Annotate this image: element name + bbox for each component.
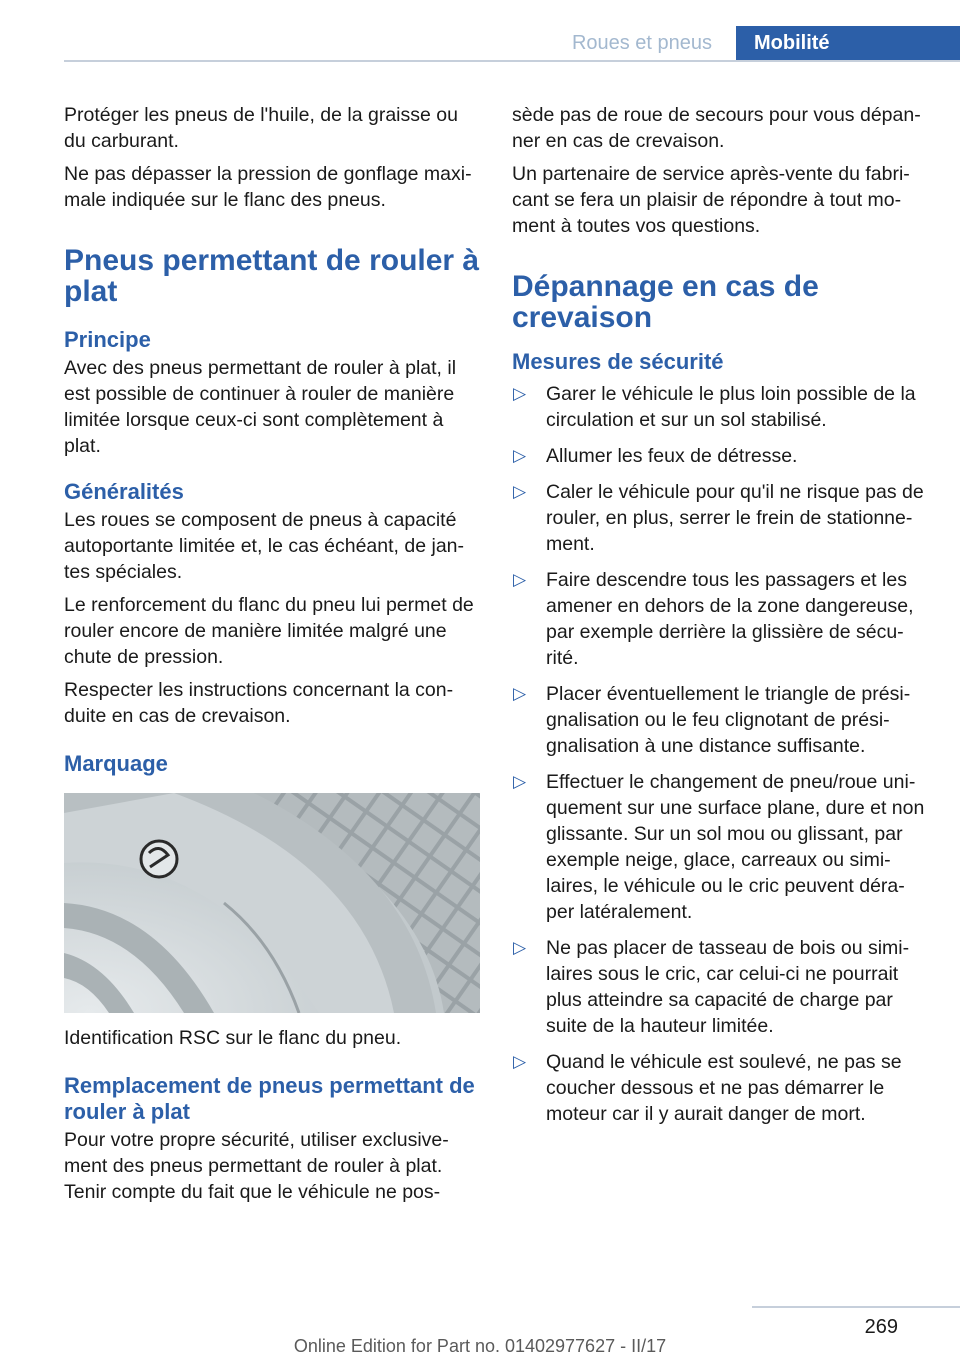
- footer-edition: Online Edition for Part no. 01402977627 - II/17: [293, 1336, 667, 1356]
- heading-mesures: Mesures de sécurité: [512, 349, 724, 374]
- page-number: 269: [864, 1316, 898, 1338]
- figure-caption: Identification RSC sur le flanc du pneu.: [64, 1027, 402, 1049]
- header-section-title: Roues et pneus: [571, 32, 713, 54]
- list-item: ▷ Garer le véhicule le plus loin possible de la circulation et sur un sol stabilisé.: [513, 383, 916, 431]
- header-chapter-tab: Mobilité: [736, 26, 960, 62]
- bullet-triangle-icon: ▷: [513, 772, 527, 791]
- list-item: ▷ Quand le véhicule est soulevé, ne pas se coucher dessous et ne pas démarrer le moteur car il y aurait danger de mort.: [513, 1051, 902, 1125]
- heading-principe: Principe: [64, 327, 151, 352]
- header-rule: [64, 60, 960, 62]
- bullet-triangle-icon: ▷: [513, 384, 527, 403]
- paragraph-gen-3: Respecter les instructions concernant la con‐duite en cas de crevaison.: [64, 679, 454, 727]
- bullet-triangle-icon: ▷: [513, 446, 527, 465]
- list-item: ▷ Effectuer le changement de pneu/roue uni‐quement sur une surface plane, dure et non glissante. Sur un sol mou ou glissant, par exemple neige, glace, carreaux ou simi‐laires, le véhicule ou le cric peuvent déra‐per latéralement.: [513, 771, 925, 923]
- paragraph-gen-2: Le renforcement du flanc du pneu lui permet de rouler encore de manière limitée malgré une chute de pression.: [64, 594, 474, 668]
- list-item: ▷ Allumer les feux de détresse.: [513, 445, 798, 467]
- paragraph-partner: Un partenaire de service après-vente du fabri‐cant se fera un plaisir de répondre à tout mo‐ment à toutes vos questions.: [512, 163, 910, 237]
- list-item: ▷ Ne pas placer de tasseau de bois ou simi‐laires sous le cric, car celui-ci ne pourrait plus atteindre sa capacité de charge par suite de la hauteur limitée.: [513, 937, 910, 1037]
- heading-depannage: Dépannage en cas de crevaison: [512, 270, 819, 334]
- bullet-triangle-icon: ▷: [513, 570, 527, 589]
- heading-generalites: Généralités: [64, 479, 184, 504]
- paragraph-protect: Protéger les pneus de l'huile, de la graisse ou du carburant.: [64, 104, 458, 152]
- bullet-triangle-icon: ▷: [513, 938, 527, 957]
- paragraph-gen-1: Les roues se composent de pneus à capacité autoportante limitée et, le cas échéant, de jan‐tes spéciales.: [64, 509, 464, 583]
- heading-remplacement: Remplacement de pneus permettant de rouler à plat: [64, 1073, 475, 1124]
- bullet-triangle-icon: ▷: [513, 1052, 527, 1071]
- list-item: ▷ Faire descendre tous les passagers et les amener en dehors de la zone dangereuse, par exemple derrière la glissière de sécu‐rité.: [513, 569, 914, 669]
- list-item: ▷ Caler le véhicule pour qu'il ne risque pas de rouler, en plus, serrer le frein de stationne‐ment.: [513, 481, 924, 555]
- safety-list: [512, 381, 930, 1127]
- bullet-triangle-icon: ▷: [513, 684, 527, 703]
- right-column: [512, 102, 930, 1137]
- paragraph-pressure: Ne pas dépasser la pression de gonflage maxi‐male indiquée sur le flanc des pneus.: [64, 163, 472, 211]
- left-column: [64, 102, 480, 1212]
- list-item: ▷ Placer éventuellement le triangle de prési‐gnalisation ou le feu clignotant de prési‐gnalisation à une distance suffisante.: [513, 683, 911, 757]
- paragraph-principe: Avec des pneus permettant de rouler à plat, il est possible de continuer à rouler de manière limitée lorsque ceux-ci sont complètement à plat.: [64, 357, 457, 457]
- heading-marquage: Marquage: [64, 751, 168, 776]
- heading-runflat: Pneus permettant de rouler à plat: [64, 244, 480, 308]
- paragraph-remplacement: Pour votre propre sécurité, utiliser exclusive‐ment des pneus permettant de rouler à plat. Tenir compte du fait que le véhicule ne pos‐: [64, 1129, 449, 1203]
- bullet-triangle-icon: ▷: [513, 482, 527, 501]
- page-number-rule: [752, 1306, 960, 1308]
- tire-rsc-figure: [64, 793, 480, 1013]
- paragraph-continuation: sède pas de roue de secours pour vous dépan‐ner en cas de crevaison.: [512, 104, 921, 152]
